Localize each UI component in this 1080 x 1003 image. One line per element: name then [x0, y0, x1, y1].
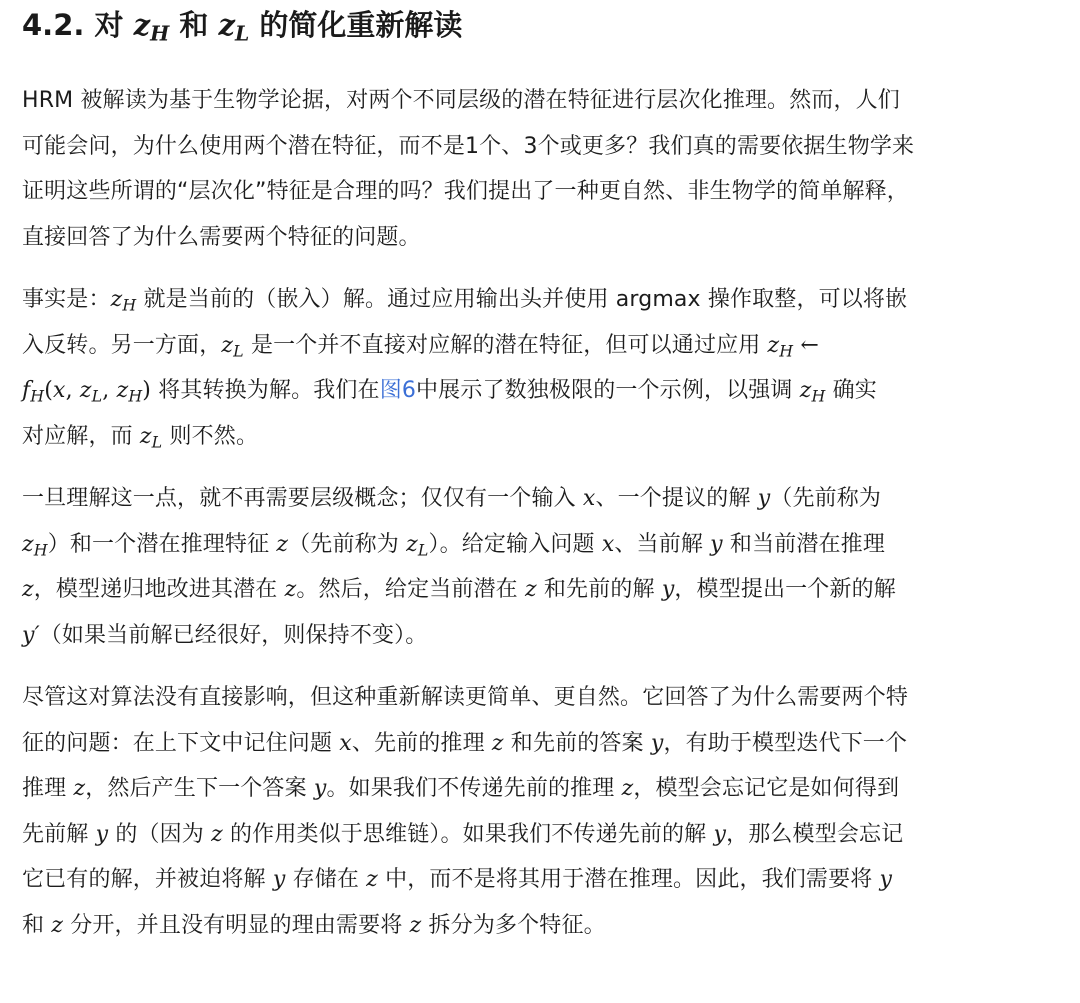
math-y: y [650, 730, 664, 756]
paragraph-line: y′（如果当前解已经很好，则保持不变）。 [22, 622, 428, 648]
paragraph-line: $f_H(x$, $z_L$, $z_H$) 将其转换为解。我们在图6中展示了数独极限的一个示例，以强调 $z_H$ 确实 [22, 378, 877, 406]
math-z: z [284, 577, 297, 602]
math-zl: $z_L$ [406, 531, 429, 559]
paragraph-line: 事实是：$z_H$ 就是当前的（嵌入）解。通过应用输出头并使用 argmax 操作取整，可以将嵌 [22, 287, 908, 315]
math-z: z [51, 912, 64, 938]
figure-6-link[interactable]: 图6 [379, 378, 417, 403]
paragraph-3 [22, 476, 1067, 658]
paragraph-line: HRM 被解读为基于生物学论据，对两个不同层级的潜在特征进行层次化推理。然而，人们 [22, 88, 900, 113]
paragraph-line: 可能会问，为什么使用两个潜在特征，而不是1个、3个或更多？我们真的需要依据生物学来 [22, 133, 915, 159]
paragraph-line: 和 z 分开，并且没有明显的理由需要将 z 拆分为多个特征。 [22, 912, 606, 938]
math-z: z [211, 821, 223, 847]
math-z: z [491, 730, 504, 756]
paragraph-line: $z_H$）和一个潜在推理特征 z（先前称为 $z_L$）。给定输入问题 x、当前解 y 和当前潜在推理 [22, 531, 885, 559]
math-z: z [366, 867, 378, 892]
math-zh: $z_H$ [110, 287, 137, 315]
heading-text: 的简化重新解读 [259, 8, 463, 42]
math-z: z [524, 577, 537, 602]
section-number: 4.2. [22, 8, 85, 42]
math-z: z [276, 531, 289, 557]
math-y: y [661, 577, 675, 602]
paragraph-line: 一旦理解这一点，就不再需要层级概念；仅仅有一个输入 x、一个提议的解 y（先前称为 [22, 486, 882, 511]
heading-text: 和 [179, 8, 209, 42]
math-y: y [313, 776, 327, 801]
math-zl: $z_L$ [139, 423, 163, 451]
math-z: z [409, 912, 422, 938]
math-x: x [582, 486, 596, 511]
math-arrow: ← [800, 332, 820, 358]
math-x: x [339, 730, 352, 756]
heading-text: 对 [94, 8, 124, 42]
math-y: y [95, 821, 109, 847]
math-y: y [879, 867, 893, 892]
math-z: z [621, 776, 634, 801]
paragraph-2 [22, 277, 1067, 459]
paragraph-line: 入反转。另一方面，$z_L$ 是一个并不直接对应解的潜在特征，但可以通过应用 $z_H$ ← [22, 332, 820, 360]
paragraph-line: 证明这些所谓的“层次化”特征是合理的吗？我们提出了一种更自然、非生物学的简单解释， [22, 179, 909, 204]
math-zh: $z_H$ [133, 8, 170, 46]
math-y: y [710, 531, 723, 557]
paragraph-1 [22, 78, 1067, 260]
math-y-prime: y′ [22, 622, 40, 648]
math-zh: $z_H$ [799, 378, 826, 406]
math-zh: $z_H$ [767, 332, 794, 360]
paragraph-line: z，模型递归地改进其潜在 z。然后，给定当前潜在 z 和先前的解 y，模型提出一个新的解 [22, 577, 896, 602]
math-x: x [601, 531, 615, 557]
math-y: y [272, 867, 286, 892]
page [22, 0, 1067, 948]
math-z: z [73, 776, 86, 801]
paragraph-line: 尽管这对算法没有直接影响，但这种重新解读更简单、更自然。它回答了为什么需要两个特 [22, 685, 909, 710]
section-heading [22, 0, 1067, 48]
paragraph-line: 先前解 y 的（因为 z 的作用类似于思维链）。如果我们不传递先前的解 y，那么模型会忘记 [22, 821, 904, 847]
paragraph-line: 推理 z，然后产生下一个答案 y。如果我们不传递先前的推理 z，模型会忘记它是如何得到 [22, 776, 900, 801]
math-zh: $z_H$ [22, 531, 48, 559]
paragraph-line: 它已有的解，并被迫将解 y 存储在 z 中，而不是将其用于潜在推理。因此，我们需要将 y [22, 867, 893, 892]
paragraph-line: 征的问题：在上下文中记住问题 x、先前的推理 z 和先前的答案 y，有助于模型迭代下一个 [22, 730, 908, 756]
paragraph-4 [22, 675, 1067, 948]
math-zl: $z_L$ [218, 8, 250, 46]
math-update-rule: $f_H(x$, $z_L$, $z_H$) [22, 378, 152, 406]
math-z: z [22, 577, 34, 602]
math-zl: $z_L$ [221, 332, 244, 360]
math-y: y [713, 821, 727, 847]
paragraph-line: 对应解，而 $z_L$ 则不然。 [22, 423, 259, 451]
paragraph-line: 直接回答了为什么需要两个特征的问题。 [22, 224, 421, 250]
math-y: y [757, 486, 771, 511]
